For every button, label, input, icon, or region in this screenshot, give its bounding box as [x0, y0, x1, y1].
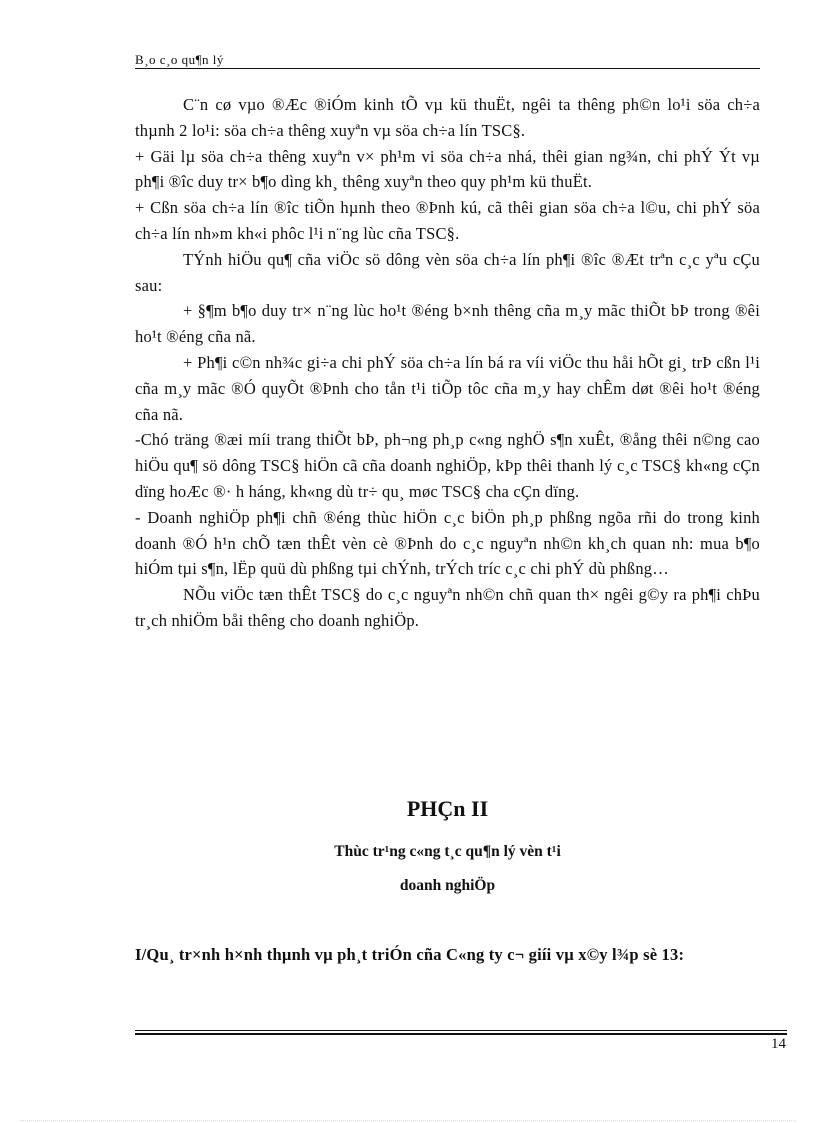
- subtitle-line-1: Thùc tr¹ng c«ng t¸c qu¶n lý vèn t¹i: [334, 843, 561, 860]
- paragraph-1: C¨n cø vµo ®Æc ®iÓm kinh tÕ vµ kü thuËt, ngêi ta thêng ph©n lo¹i söa ch÷a thµnh 2 lo¹i: söa ch÷a thêng xuyªn vµ söa ch÷a lín TSC§.: [135, 95, 760, 140]
- paragraph-5: + §¶m b¶o duy tr× n¨ng lùc ho¹t ®éng b×nh thêng cña m¸y mãc thiÕt bÞ trong ®êi ho¹t ®éng cña nã.: [135, 301, 760, 347]
- paragraph-3: + Cßn söa ch÷a lín ®îc tiÕn hµnh theo ®Þnh kú, cã thêi gian söa ch÷a l©u, chi phÝ söa ch÷a lín nh»m kh«i phôc l¹i n¨ng lùc cña TSC§.: [135, 198, 760, 243]
- section-heading: I/Qu¸ tr×nh h×nh thµnh vµ ph¸t triÓn cña C«ng ty c¬ giíi vµ x©y l¾p sè 13:: [135, 945, 685, 964]
- subtitle-line-2: doanh nghiÖp: [399, 877, 496, 894]
- running-header: B¸o c¸o qu¶n lý: [135, 52, 224, 67]
- page-number: 14: [771, 1036, 786, 1052]
- part-title: PHÇn II: [406, 796, 489, 821]
- paragraph-8: - Doanh nghiÖp ph¶i chñ ®éng thùc hiÖn c¸c biÖn ph¸p phßng ngõa rñi do trong kinh doanh ®Ó h¹n chÕ tæn thÊt vèn cè ®Þnh do c¸c nguyªn nh©n kh¸ch quan nh: mua b¶o hiÓm tµi s¶n, lËp quü dù phßng tµi chÝnh, trÝch tríc c¸c chi phÝ dù phßng…: [135, 507, 760, 579]
- paragraph-2: + Gäi lµ söa ch÷a thêng xuyªn v× ph¹m vi söa ch÷a nhá, thêi gian ng¾n, chi phÝ Ýt vµ ph¶i ®îc duy tr× b¶o dìng kh¸ thêng xuyªn theo quy ph¹m kü thuËt.: [135, 146, 760, 192]
- paragraph-7: -Chó träng ®æi míi trang thiÕt bÞ, ph¬ng ph¸p c«ng nghÖ s¶n xuÊt, ®ång thêi n©ng cao hiÖu qu¶ sö dông TSC§ hiÖn cã cña doanh nghiÖp, kÞp thêi thanh lý c¸c TSC§ kh«ng cÇn dïng hoÆc ®· h háng, kh«ng dù tr÷ qu¸ møc TSC§ cha cÇn dïng.: [135, 430, 760, 501]
- paragraph-9: NÕu viÖc tæn thÊt TSC§ do c¸c nguyªn nh©n chñ quan th× ngêi g©y ra ph¶i chÞu tr¸ch nhiÖm båi thêng cho doanh nghiÖp.: [135, 585, 760, 630]
- paragraph-4: TÝnh hiÖu qu¶ cña viÖc sö dông vèn söa ch÷a lín ph¶i ®îc ®Æt trªn c¸c yªu cÇu sau:: [135, 249, 760, 295]
- page-edge-divider: [20, 1120, 796, 1121]
- footer-rule-thin: [135, 1030, 787, 1031]
- header-rule: [135, 68, 760, 69]
- footer-rule-thick: [135, 1033, 787, 1035]
- body-text: [135, 92, 760, 634]
- paragraph-6: + Ph¶i c©n nh¾c gi÷a chi phÝ söa ch÷a lín bá ra víi viÖc thu håi hÕt gi¸ trÞ cßn l¹i cña m¸y mãc ®Ó quyÕt ®Þnh cho tån t¹i tiÕp tôc cña m¸y hay chÊm døt ®êi ho¹t ®éng cña nã.: [135, 352, 760, 424]
